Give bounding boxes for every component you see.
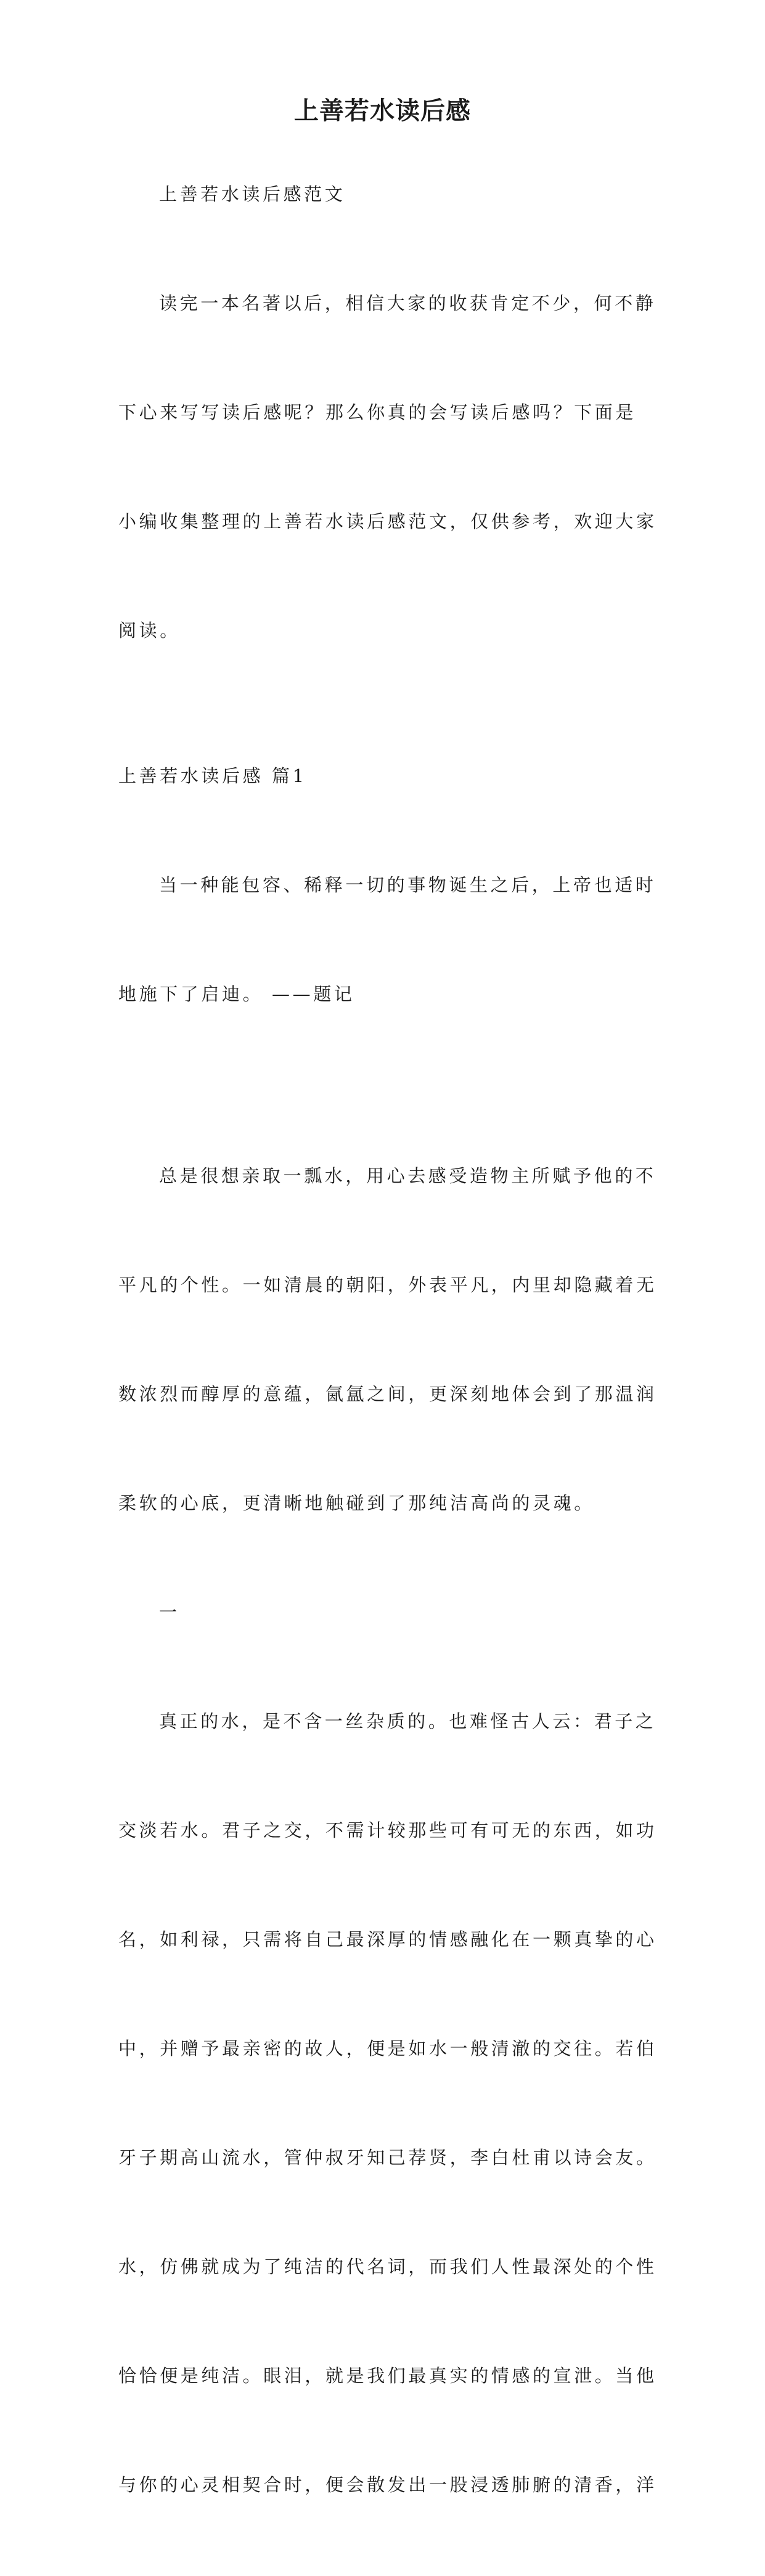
epigraph-line: 地施下了启迪。 ——题记 xyxy=(118,984,355,1005)
paragraph-line: 总是很想亲取一瓢水，用心去感受造物主所赋予他的不 xyxy=(159,1165,657,1186)
intro-line: 阅读。 xyxy=(118,620,181,641)
paragraph-line: 柔软的心底，更清晰地触碰到了那纯洁高尚的灵魂。 xyxy=(118,1493,595,1514)
paragraph-line: 真正的水，是不含一丝杂质的。也难怪古人云：君子之 xyxy=(159,1711,657,1732)
document-subtitle: 上善若水读后感范文 xyxy=(159,184,346,205)
paragraph-line: 数浓烈而醇厚的意蕴，氤氲之间，更深刻地体会到了那温润 xyxy=(118,1384,657,1404)
document-title: 上善若水读后感 xyxy=(294,96,471,125)
intro-line: 小编收集整理的上善若水读后感范文，仅供参考，欢迎大家 xyxy=(118,511,657,532)
paragraph-line: 交淡若水。君子之交，不需计较那些可有可无的东西，如功 xyxy=(118,1820,657,1841)
epigraph-line: 当一种能包容、稀释一切的事物诞生之后，上帝也适时 xyxy=(159,874,657,895)
intro-line: 读完一本名著以后，相信大家的收获肯定不少，何不静 xyxy=(159,293,657,314)
paragraph-line: 中，并赠予最亲密的故人，便是如水一般清澈的交往。若伯 xyxy=(118,2038,657,2059)
paragraph-line: 恰恰便是纯洁。眼泪，就是我们最真实的情感的宣泄。当他 xyxy=(118,2365,657,2386)
section-heading: 上善若水读后感 篇1 xyxy=(118,765,307,786)
paragraph-line: 牙子期高山流水，管仲叔牙知己荐贤，李白杜甫以诗会友。 xyxy=(118,2147,657,2168)
body-paragraph-2 xyxy=(118,1631,661,2576)
epigraph-paragraph xyxy=(118,794,661,1085)
document-body xyxy=(118,176,661,2576)
intro-line: 下心来写写读后感呢？那么你真的会写读后感吗？下面是 xyxy=(118,402,637,423)
paragraph-line: 与你的心灵相契合时，便会散发出一股浸透肺腑的清香，洋 xyxy=(118,2474,657,2495)
paragraph-line: 名，如利禄，只需将自己最深厚的情感融化在一颗真挚的心 xyxy=(118,1929,657,1950)
paragraph-line: 平凡的个性。一如清晨的朝阳，外表平凡，内里却隐藏着无 xyxy=(118,1274,657,1295)
intro-paragraph xyxy=(118,213,661,722)
section-numeral: 一 xyxy=(159,1602,180,1623)
body-paragraph-1 xyxy=(118,1085,661,1594)
paragraph-line: 水，仿佛就成为了纯洁的代名词，而我们人性最深处的个性 xyxy=(118,2256,657,2277)
